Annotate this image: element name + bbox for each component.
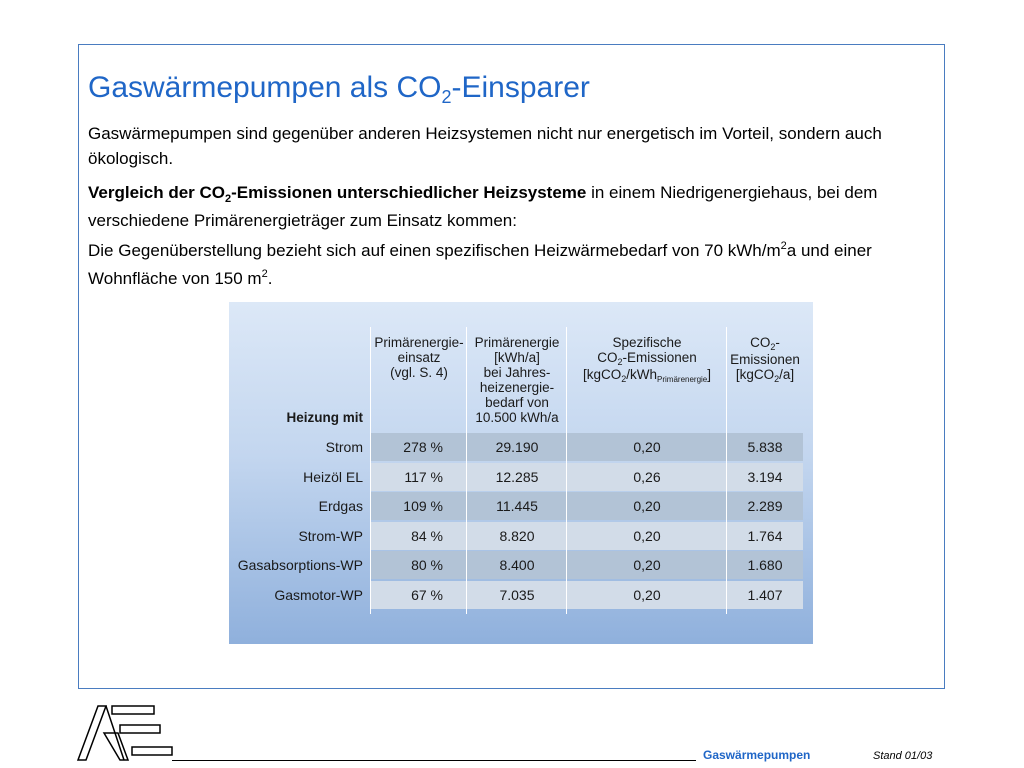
slide-title: Gaswärmepumpen als $CO_2$-Einsparer xyxy=(88,71,590,107)
cell-einsatz: 67 % xyxy=(411,587,443,603)
intro-paragraph: Gaswärmepumpen sind gegenüber anderen Heizsystemen nicht nur energetisch im Vorteil, sondern auch ökologisch. xyxy=(88,124,882,168)
cell-co2: 5.838 xyxy=(747,439,783,455)
footer-rule xyxy=(172,760,696,761)
cell-co2: 1.680 xyxy=(747,557,783,573)
cell-co2: 2.289 xyxy=(747,498,783,514)
table-row xyxy=(229,463,803,491)
heating-type: Erdgas xyxy=(318,498,363,514)
cell-einsatz: 84 % xyxy=(411,528,443,544)
heating-type: Heizöl EL xyxy=(303,469,363,485)
cell-co2: 1.764 xyxy=(747,528,783,544)
cell-primaer: 7.035 xyxy=(499,587,535,603)
cell-einsatz: 117 % xyxy=(404,469,443,485)
cell-primaer: 12.285 xyxy=(495,469,539,485)
comparison-paragraph: Vergleich der $CO_2$-Emissionen unterschiedlicher Heizsysteme in einem Niedrigenergiehaus, bei dem verschiedene Primärenergieträger zum Einsatz kommen: xyxy=(88,183,878,230)
header-spezifische-emissionen: Spezifische $CO_2$-Emissionen [kgCO$_2$/kWh$_{Primärenergie}$] xyxy=(582,335,712,384)
cell-einsatz: 80 % xyxy=(411,557,443,573)
emissions-table xyxy=(229,302,813,644)
row-header-label: Heizung mit xyxy=(286,410,363,425)
footer-title: Gaswärmepumpen xyxy=(703,748,811,762)
cell-co2: 3.194 xyxy=(747,469,783,485)
header-co2-emissionen: $CO_2-$ Emissionen [kgCO$_2$/a] xyxy=(730,335,800,384)
cell-spez: 0,20 xyxy=(633,528,661,544)
heating-type: Strom xyxy=(325,439,363,455)
header-primaerenergieeinsatz: Primärenergie- einsatz (vgl. S. 4) xyxy=(374,335,464,380)
company-logo-icon xyxy=(76,703,176,763)
footer-date: Stand 01/03 xyxy=(873,750,933,762)
cell-primaer: 8.820 xyxy=(499,528,535,544)
table-row xyxy=(229,522,803,550)
table-row xyxy=(229,492,803,520)
cell-primaer: 11.445 xyxy=(496,498,538,514)
cell-einsatz: 109 % xyxy=(403,498,443,514)
cell-primaer: 8.400 xyxy=(499,557,535,573)
heating-type: Gasmotor-WP xyxy=(274,587,363,603)
header-primaerenergie: Primärenergie [kWh/a] bei Jahres- heizenergie- bedarf von 10.500 kWh/a xyxy=(474,335,560,425)
cell-spez: 0,20 xyxy=(633,587,661,603)
heating-type: Strom-WP xyxy=(298,528,363,544)
cell-spez: 0,20 xyxy=(633,557,661,573)
table-row xyxy=(229,433,803,461)
cell-primaer: 29.190 xyxy=(495,439,539,455)
cell-co2: 1.407 xyxy=(747,587,783,603)
table-row xyxy=(229,551,803,579)
cell-spez: 0,20 xyxy=(633,498,661,514)
cell-spez: 0,20 xyxy=(633,439,661,455)
cell-spez: 0,26 xyxy=(633,469,661,485)
heating-type: Gasabsorptions-WP xyxy=(237,557,363,573)
cell-einsatz: 278 % xyxy=(403,439,443,455)
table-row xyxy=(229,581,803,609)
reference-paragraph: Die Gegenüberstellung bezieht sich auf einen spezifischen Heizwärmebedarf von 70 kWh/$m^2a$ und einer Wohnfläche von 150 $m^2$. xyxy=(88,240,872,288)
